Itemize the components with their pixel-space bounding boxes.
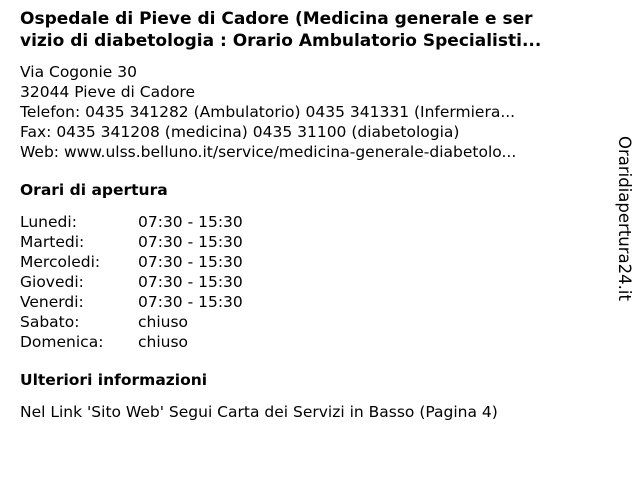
page-title [20,8,610,52]
day-label: Domenica: [20,333,104,351]
further-info-heading: Ulteriori informazioni [20,371,208,389]
time-value: 07:30 - 15:30 [138,273,243,291]
hours-row-tuesday [20,232,610,252]
time-value: 07:30 - 15:30 [138,293,243,311]
further-info-text: Nel Link 'Sito Web' Segui Carta dei Servizi in Basso (Pagina 4) [20,403,498,421]
day-label: Lunedi: [20,213,77,231]
phone-line: Telefon: 0435 341282 (Ambulatorio) 0435 341331 (Infermiera... [20,103,516,121]
day-label: Giovedi: [20,273,84,291]
site-brand-vertical: Oraridiapertura24.it [615,136,634,301]
opening-hours-table [20,212,610,352]
day-label: Venerdi: [20,293,84,311]
title-line-1: Ospedale di Pieve di Cadore (Medicina generale e ser [20,9,533,29]
time-value: 07:30 - 15:30 [138,253,243,271]
time-value: 07:30 - 15:30 [138,233,243,251]
postal-city: 32044 Pieve di Cadore [20,83,196,101]
hours-row-sunday [20,332,610,352]
listing-content [20,8,610,422]
time-value: chiuso [138,333,189,351]
hours-row-wednesday [20,252,610,272]
opening-hours-heading: Orari di apertura [20,181,168,199]
title-line-2: vizio di diabetologia : Orario Ambulatorio Specialisti... [20,31,542,51]
web-line: Web: www.ulss.belluno.it/service/medicina-generale-diabetolo... [20,143,517,161]
hours-row-thursday [20,272,610,292]
time-value: 07:30 - 15:30 [138,213,243,231]
hours-row-monday [20,212,610,232]
hours-row-saturday [20,312,610,332]
hours-row-friday [20,292,610,312]
day-label: Mercoledi: [20,253,101,271]
fax-line: Fax: 0435 341208 (medicina) 0435 31100 (diabetologia) [20,123,460,141]
day-label: Sabato: [20,313,80,331]
street-address: Via Cogonie 30 [20,63,137,81]
day-label: Martedi: [20,233,85,251]
time-value: chiuso [138,313,189,331]
address-block [20,62,610,162]
